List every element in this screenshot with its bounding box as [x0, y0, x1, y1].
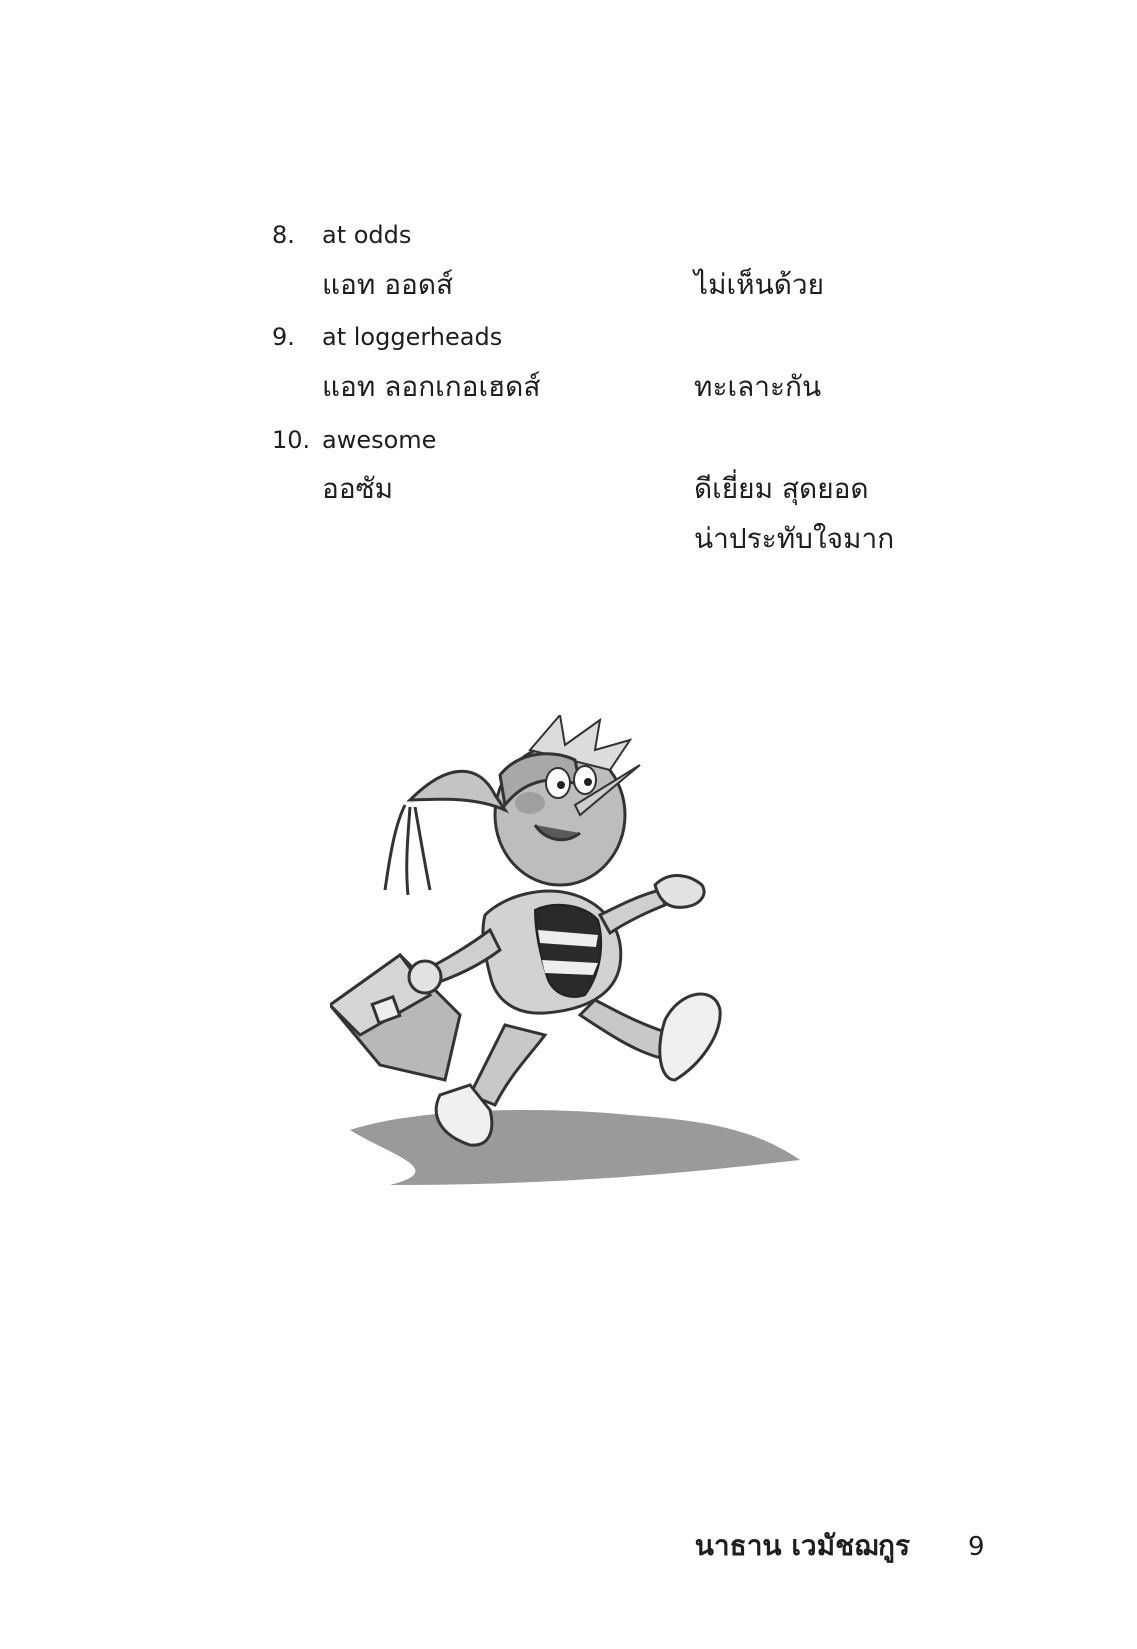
page-number: 9 — [968, 1532, 985, 1562]
pinocchio-illustration-icon — [330, 715, 850, 1255]
entry-pronunciation: ออซัม — [322, 472, 394, 505]
entry-pronunciation: แอท ออดส์ — [322, 268, 454, 301]
entry-pronunciation: แอท ลอกเกอเฮดส์ — [322, 370, 541, 403]
right-shoe-icon — [660, 994, 720, 1080]
pinocchio-head-icon — [385, 715, 640, 895]
author-name: นาธาน เวมัชฌกูร — [694, 1529, 910, 1562]
ground-shadow — [350, 1110, 800, 1185]
entry-meaning: ทะเลาะกัน — [694, 370, 822, 403]
entry-number: 8. — [272, 221, 295, 249]
entry-meaning: ดีเยี่ยม สุดยอด — [694, 472, 869, 505]
entry-number: 10. — [272, 426, 311, 454]
entry-term: awesome — [322, 426, 437, 454]
entry-meaning: ไม่เห็นด้วย — [694, 268, 825, 301]
entry-meaning-line-2: น่าประทับใจมาก — [694, 522, 895, 555]
entry-term: at loggerheads — [322, 323, 503, 351]
entry-number: 9. — [272, 323, 295, 351]
entry-term: at odds — [322, 221, 412, 249]
